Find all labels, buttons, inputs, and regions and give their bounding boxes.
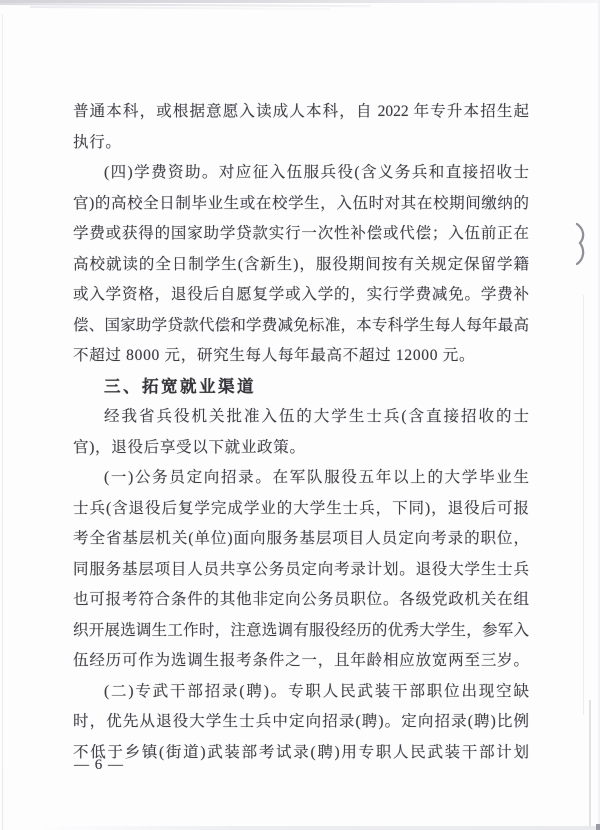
page-number: — 6 — <box>74 757 124 773</box>
text-line: 学费或获得的国家助学贷款实行一次性补偿或代偿；入伍前正在 <box>73 225 529 242</box>
text-line: 不低于乡镇(街道)武装部考试录(聘)用专职人民武装干部计划 <box>73 743 529 761</box>
text-line: 高校就读的全日制学生(含新生)，服役期间按有关规定保留学籍 <box>73 255 529 273</box>
text-line: 士兵(含退役后复学完成学业的大学生士兵，下同)，退役后可报 <box>73 499 529 517</box>
page-edge-line-right <box>589 700 591 828</box>
text-line: 官)的高校全日制毕业生或在校学生，入伍时对其在校期间缴纳的 <box>73 194 529 212</box>
scan-edge-top-band <box>0 0 600 3</box>
text-line: 执行。 <box>73 133 122 151</box>
text-line: 官)，退役后享受以下就业政策。 <box>73 438 306 456</box>
text-line: 经我省兵役机关批准入伍的大学生士兵(含直接招收的士 <box>104 408 529 425</box>
text-line: 同服务基层项目人员共享公务员定向考录计划。退役大学生士兵 <box>73 560 529 578</box>
text-line: 普通本科，或根据意愿入读成人本科，自 2022 年专升本招生起 <box>73 103 529 120</box>
section-heading: 三、拓宽就业渠道 <box>104 377 256 396</box>
text-line: 伍经历可作为选调生报考条件之一，且年龄相应放宽两至三岁。 <box>73 652 529 669</box>
text-line: (四)学费资助。对应征入伍服兵役(含义务兵和直接招收士 <box>104 164 529 181</box>
text-line: 不超过 8000 元，研究生每人每年最高不超过 12000 元。 <box>73 347 476 364</box>
page-edge-line-left <box>2 14 3 830</box>
scan-edge-bottom-band <box>40 826 600 830</box>
page-edge-line-right-faint <box>583 295 584 715</box>
text-line: 偿、国家助学贷款代偿和学费减免标准，本专科学生每人每年最高 <box>73 316 529 334</box>
scan-corner-mark <box>596 824 600 830</box>
page-fold-bracket-mark <box>574 222 588 266</box>
text-line: 或入学资格，退役后自愿复学或入学的，实行学费减免。学费补 <box>73 286 529 303</box>
text-line: (二)专武干部招录(聘)。专职人民武装干部职位出现空缺 <box>104 682 529 700</box>
text-line: 也可报考符合条件的其他非定向公务员职位。各级党政机关在组 <box>73 591 529 608</box>
text-line: 织开展选调生工作时，注意选调有服役经历的优秀大学生，参军入 <box>73 621 529 639</box>
text-line: (一)公务员定向招录。在军队服役五年以上的大学毕业生 <box>104 469 529 486</box>
document-text-block <box>73 97 529 768</box>
text-line: 考全省基层机关(单位)面向服务基层项目人员定向考录的职位， <box>73 530 529 547</box>
text-line: 时，优先从退役大学生士兵中定向招录(聘)。定向招录(聘)比例 <box>73 713 529 730</box>
